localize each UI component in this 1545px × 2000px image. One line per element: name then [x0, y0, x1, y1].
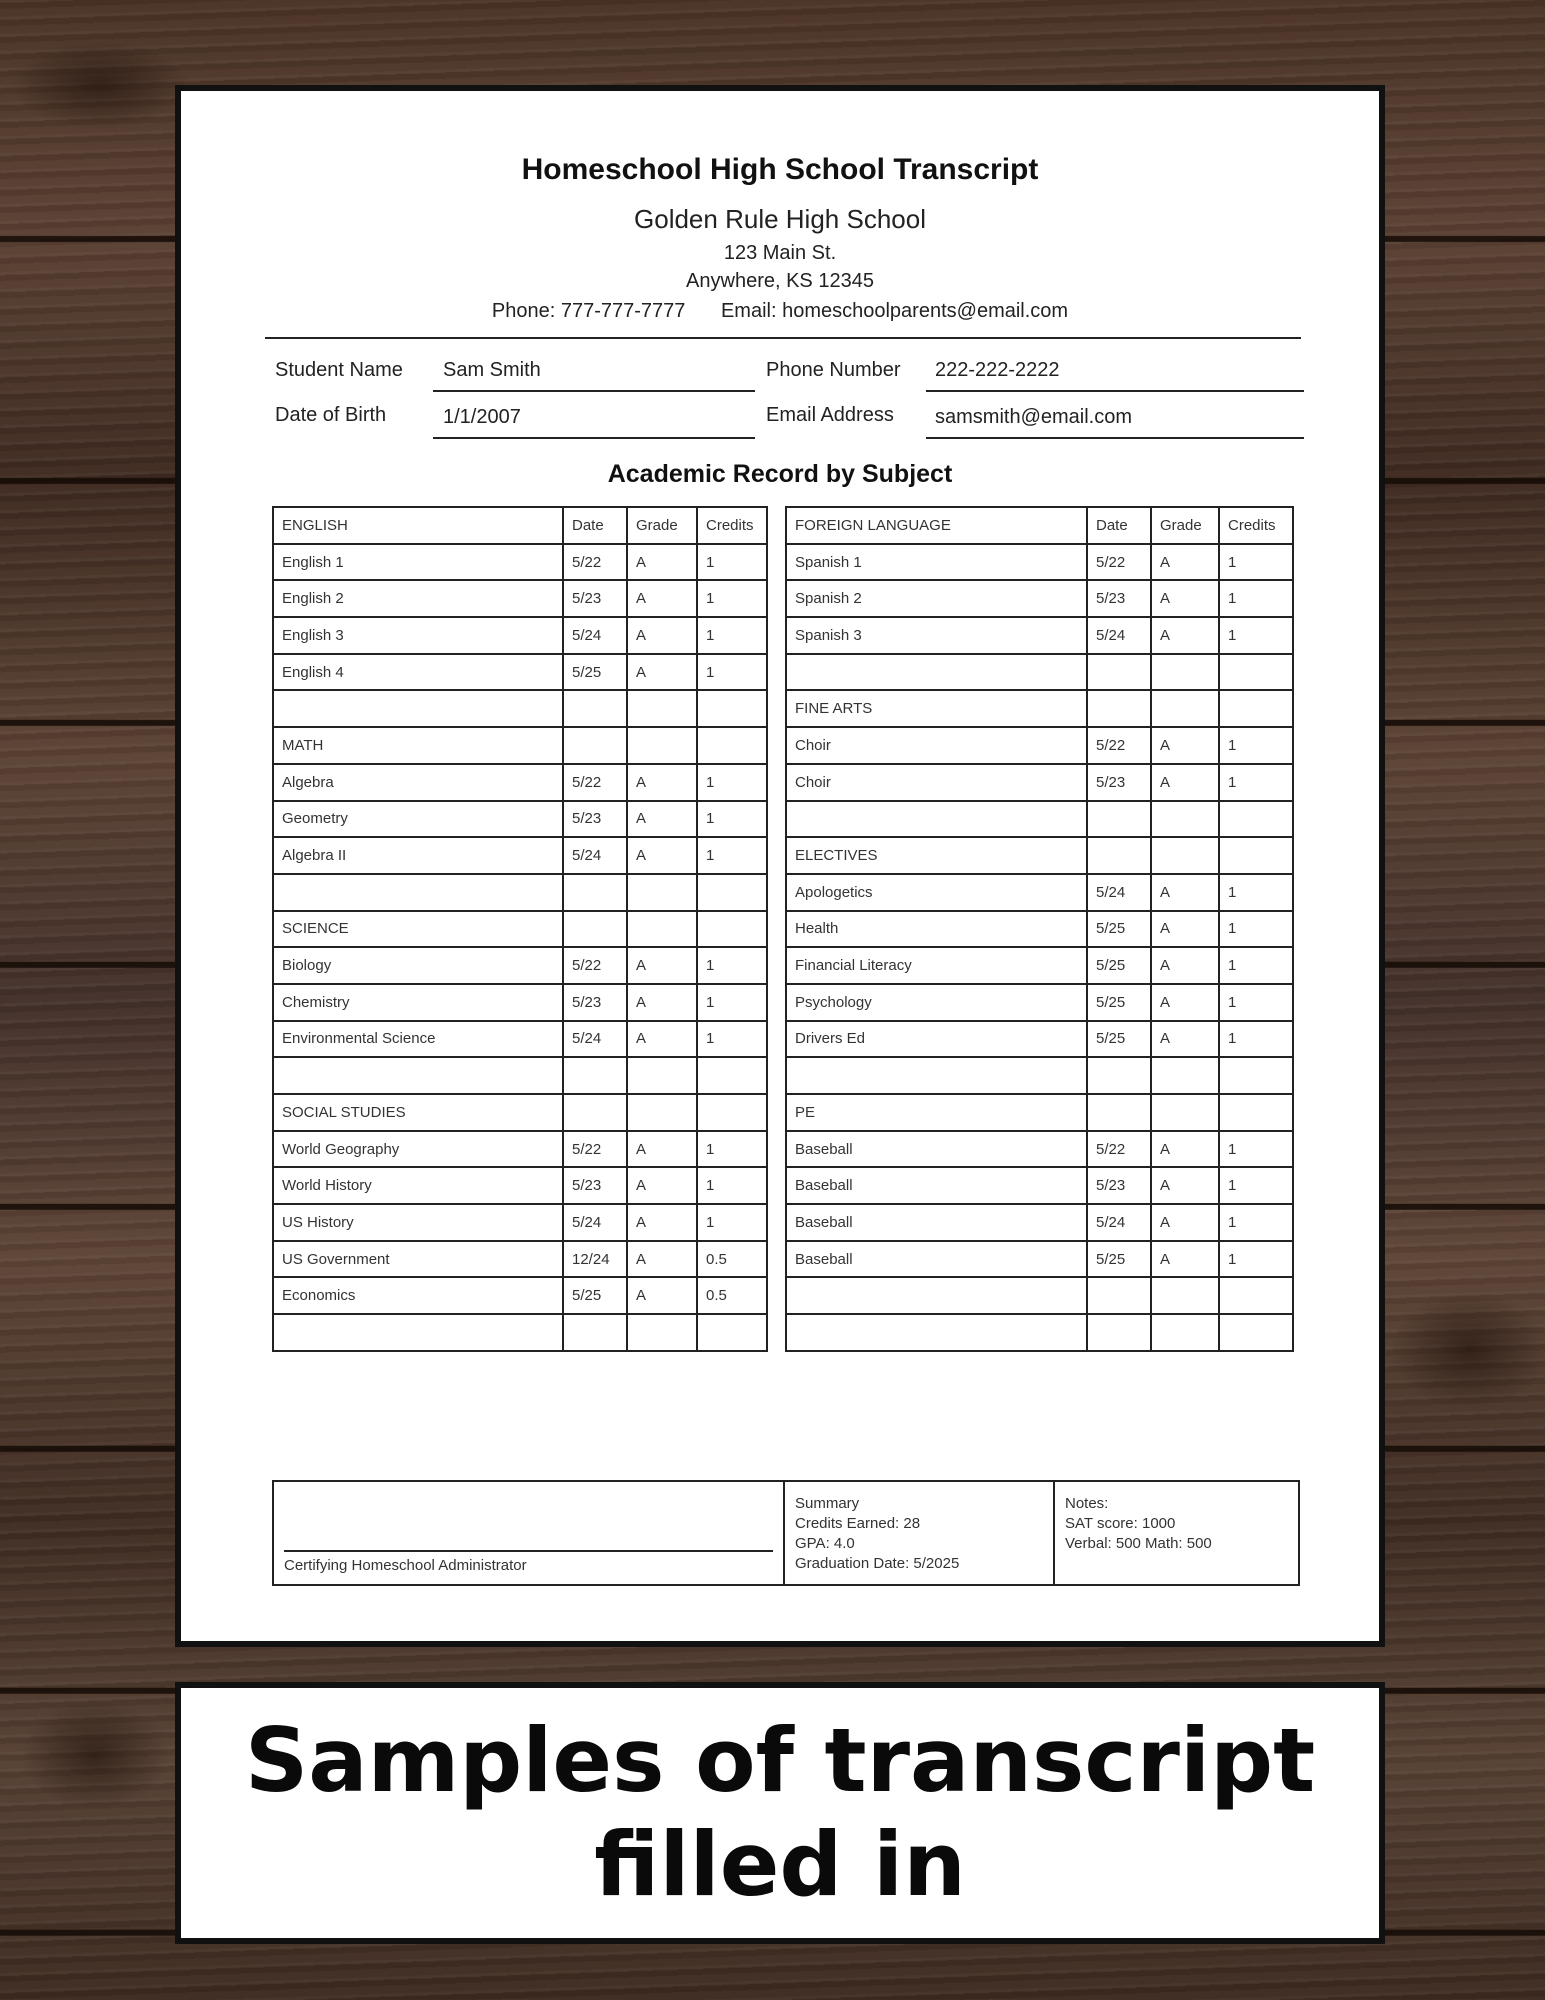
cell-date	[563, 690, 627, 727]
wood-knot	[20, 1700, 170, 1810]
cell-credits	[1219, 690, 1293, 727]
cell-date: 5/23	[1087, 1167, 1151, 1204]
table-row	[273, 837, 767, 874]
table-row	[273, 690, 767, 727]
cell-course: ELECTIVES	[786, 837, 1087, 874]
cell-course: Spanish 2	[786, 580, 1087, 617]
student-name-label: Student Name	[275, 359, 403, 381]
cell-course: Biology	[273, 947, 563, 984]
right-subject-table	[785, 506, 1294, 1352]
student-name-underline	[433, 390, 755, 392]
cell-credits: 0.5	[697, 1241, 767, 1278]
cell-grade: A	[627, 801, 697, 838]
cell-course: English 1	[273, 544, 563, 581]
cell-grade: A	[1151, 1167, 1219, 1204]
cell-credits	[697, 690, 767, 727]
header-date: Date	[1087, 507, 1151, 544]
table-row	[786, 984, 1293, 1021]
table-row	[786, 1094, 1293, 1131]
summary-table	[272, 1480, 1300, 1586]
table-row	[273, 1131, 767, 1168]
cell-credits: 1	[1219, 727, 1293, 764]
header-grade: Grade	[627, 507, 697, 544]
email-address-value: samsmith@email.com	[935, 406, 1133, 428]
cell-grade: A	[627, 764, 697, 801]
cell-course: SCIENCE	[273, 911, 563, 948]
cell-course: Algebra	[273, 764, 563, 801]
cell-grade	[627, 1057, 697, 1094]
cell-grade	[1151, 801, 1219, 838]
gpa: GPA: 4.0	[795, 1535, 855, 1552]
cell-date: 5/25	[1087, 1021, 1151, 1058]
table-row	[273, 911, 767, 948]
cell-date	[1087, 837, 1151, 874]
table-row	[786, 1277, 1293, 1314]
cell-credits: 1	[697, 544, 767, 581]
table-row	[273, 1167, 767, 1204]
cell-date: 5/23	[1087, 764, 1151, 801]
email-address-underline	[926, 437, 1304, 439]
cell-course	[273, 1314, 563, 1351]
table-row	[786, 1314, 1293, 1351]
signature-line	[284, 1550, 773, 1552]
cell-course: Environmental Science	[273, 1021, 563, 1058]
cell-credits: 1	[1219, 911, 1293, 948]
table-row	[786, 654, 1293, 691]
cell-credits	[697, 1094, 767, 1131]
cell-date: 5/22	[1087, 1131, 1151, 1168]
school-name: Golden Rule High School	[634, 204, 926, 234]
header-date: Date	[563, 507, 627, 544]
signature-cell	[273, 1481, 784, 1585]
cell-date: 5/25	[1087, 984, 1151, 1021]
table-row	[786, 1167, 1293, 1204]
phone-number-underline	[926, 390, 1304, 392]
cell-date	[563, 911, 627, 948]
table-row	[273, 764, 767, 801]
email-address-label: Email Address	[766, 404, 894, 426]
signature-label: Certifying Homeschool Administrator	[284, 1557, 527, 1574]
cell-course: Baseball	[786, 1131, 1087, 1168]
cell-credits: 1	[1219, 1131, 1293, 1168]
cell-course: Algebra II	[273, 837, 563, 874]
cell-grade: A	[627, 1167, 697, 1204]
credits-earned: Credits Earned: 28	[795, 1515, 921, 1532]
cell-grade: A	[1151, 911, 1219, 948]
cell-date: 5/24	[1087, 874, 1151, 911]
cell-credits	[1219, 1314, 1293, 1351]
academic-record-title: Academic Record by Subject	[607, 460, 953, 488]
school-phone: Phone: 777-777-7777	[491, 300, 686, 322]
cell-course: Choir	[786, 727, 1087, 764]
table-row	[786, 874, 1293, 911]
cell-credits: 1	[697, 1204, 767, 1241]
cell-grade: A	[627, 1277, 697, 1314]
cell-course: Baseball	[786, 1204, 1087, 1241]
cell-credits: 1	[1219, 544, 1293, 581]
cell-credits: 1	[697, 984, 767, 1021]
transcript-title: Homeschool High School Transcript	[521, 153, 1039, 186]
cell-course: Financial Literacy	[786, 947, 1087, 984]
cell-date	[563, 1094, 627, 1131]
cell-credits	[697, 1314, 767, 1351]
cell-credits: 1	[1219, 1021, 1293, 1058]
cell-course: Spanish 3	[786, 617, 1087, 654]
cell-grade	[1151, 1277, 1219, 1314]
cell-date: 5/24	[1087, 1204, 1151, 1241]
wood-knot	[10, 40, 190, 130]
cell-credits: 1	[1219, 874, 1293, 911]
cell-credits: 1	[697, 947, 767, 984]
table-row	[786, 764, 1293, 801]
cell-date: 5/23	[563, 1167, 627, 1204]
table-row	[786, 544, 1293, 581]
cell-credits: 1	[697, 837, 767, 874]
cell-credits: 1	[697, 580, 767, 617]
cell-date: 5/22	[563, 947, 627, 984]
cell-course: PE	[786, 1094, 1087, 1131]
wood-knot	[1390, 1290, 1545, 1410]
cell-date: 5/22	[563, 764, 627, 801]
cell-grade	[627, 727, 697, 764]
table-row	[273, 654, 767, 691]
sat-breakdown: Verbal: 500 Math: 500	[1065, 1535, 1212, 1552]
cell-grade: A	[1151, 1204, 1219, 1241]
table-row	[273, 580, 767, 617]
student-name-value: Sam Smith	[443, 359, 541, 381]
cell-credits	[1219, 1277, 1293, 1314]
cell-credits: 1	[697, 617, 767, 654]
cell-date: 12/24	[563, 1241, 627, 1278]
table-row	[786, 1241, 1293, 1278]
cell-credits: 1	[697, 1167, 767, 1204]
cell-grade: A	[1151, 544, 1219, 581]
dob-value: 1/1/2007	[443, 406, 521, 428]
cell-course: Drivers Ed	[786, 1021, 1087, 1058]
caption-line-2: filled in	[594, 1813, 966, 1916]
cell-grade: A	[627, 1131, 697, 1168]
table-row	[786, 1131, 1293, 1168]
cell-credits: 1	[697, 654, 767, 691]
cell-course: English 2	[273, 580, 563, 617]
cell-course	[273, 690, 563, 727]
cell-course: World History	[273, 1167, 563, 1204]
table-row	[786, 1021, 1293, 1058]
header-divider	[265, 337, 1301, 339]
cell-grade: A	[1151, 580, 1219, 617]
cell-grade	[1151, 690, 1219, 727]
cell-grade	[1151, 837, 1219, 874]
phone-number-value: 222-222-2222	[935, 359, 1060, 381]
cell-date: 5/22	[1087, 544, 1151, 581]
cell-course	[786, 1277, 1087, 1314]
cell-date: 5/25	[1087, 947, 1151, 984]
cell-grade: A	[1151, 984, 1219, 1021]
cell-date	[563, 1314, 627, 1351]
cell-course: Psychology	[786, 984, 1087, 1021]
table-row	[273, 1241, 767, 1278]
cell-date: 5/24	[563, 1204, 627, 1241]
cell-grade: A	[627, 580, 697, 617]
cell-credits: 1	[1219, 947, 1293, 984]
cell-course: Baseball	[786, 1167, 1087, 1204]
graduation-date: Graduation Date: 5/2025	[795, 1555, 960, 1572]
cell-date: 5/25	[1087, 1241, 1151, 1278]
cell-grade: A	[1151, 1021, 1219, 1058]
cell-grade: A	[627, 1241, 697, 1278]
cell-grade: A	[627, 947, 697, 984]
table-row	[786, 580, 1293, 617]
cell-course: SOCIAL STUDIES	[273, 1094, 563, 1131]
cell-grade: A	[1151, 874, 1219, 911]
cell-date: 5/24	[563, 1021, 627, 1058]
cell-grade: A	[627, 984, 697, 1021]
cell-credits: 1	[1219, 984, 1293, 1021]
caption-box	[175, 1682, 1385, 1944]
cell-date: 5/23	[563, 801, 627, 838]
transcript-sheet	[175, 85, 1385, 1647]
cell-grade: A	[1151, 1241, 1219, 1278]
header-course: FOREIGN LANGUAGE	[786, 507, 1087, 544]
cell-grade: A	[627, 1021, 697, 1058]
cell-grade: A	[627, 1204, 697, 1241]
table-row	[273, 1277, 767, 1314]
cell-grade: A	[627, 617, 697, 654]
cell-grade	[627, 874, 697, 911]
summary-heading: Summary	[795, 1495, 860, 1512]
dob-label: Date of Birth	[275, 404, 387, 426]
cell-credits: 1	[1219, 1241, 1293, 1278]
cell-credits	[1219, 1057, 1293, 1094]
cell-date	[1087, 801, 1151, 838]
cell-course	[786, 801, 1087, 838]
cell-grade	[627, 690, 697, 727]
phone-number-label: Phone Number	[766, 359, 901, 381]
cell-grade	[627, 911, 697, 948]
header-grade: Grade	[1151, 507, 1219, 544]
school-address-line1: 123 Main St.	[723, 242, 837, 264]
cell-course: English 3	[273, 617, 563, 654]
cell-credits: 1	[697, 764, 767, 801]
table-row	[273, 617, 767, 654]
table-row	[786, 727, 1293, 764]
cell-course: Apologetics	[786, 874, 1087, 911]
cell-date: 5/23	[563, 984, 627, 1021]
table-row	[786, 1057, 1293, 1094]
table-row	[273, 544, 767, 581]
cell-date: 5/24	[563, 837, 627, 874]
table-row	[786, 1204, 1293, 1241]
cell-credits: 1	[697, 1021, 767, 1058]
cell-date	[1087, 1277, 1151, 1314]
cell-grade	[1151, 654, 1219, 691]
cell-credits: 1	[1219, 1204, 1293, 1241]
sat-score: SAT score: 1000	[1065, 1515, 1176, 1532]
cell-date	[1087, 1314, 1151, 1351]
cell-date	[563, 874, 627, 911]
cell-date: 5/22	[563, 1131, 627, 1168]
table-row	[786, 911, 1293, 948]
cell-credits	[1219, 654, 1293, 691]
dob-underline	[433, 437, 755, 439]
cell-grade	[627, 1094, 697, 1131]
cell-course: Choir	[786, 764, 1087, 801]
school-address-line2: Anywhere, KS 12345	[686, 270, 874, 292]
cell-course	[273, 874, 563, 911]
cell-credits: 1	[1219, 617, 1293, 654]
cell-course: Baseball	[786, 1241, 1087, 1278]
cell-grade	[627, 1314, 697, 1351]
cell-course: MATH	[273, 727, 563, 764]
cell-course: US History	[273, 1204, 563, 1241]
cell-date: 5/23	[563, 580, 627, 617]
cell-date	[563, 1057, 627, 1094]
cell-date	[1087, 654, 1151, 691]
cell-credits: 0.5	[697, 1277, 767, 1314]
summary-cell	[784, 1481, 1054, 1585]
cell-course	[786, 654, 1087, 691]
cell-credits: 1	[1219, 764, 1293, 801]
cell-grade	[1151, 1057, 1219, 1094]
cell-credits: 1	[697, 801, 767, 838]
notes-cell	[1054, 1481, 1299, 1585]
cell-course: World Geography	[273, 1131, 563, 1168]
table-row	[786, 690, 1293, 727]
cell-course: Geometry	[273, 801, 563, 838]
cell-grade	[1151, 1314, 1219, 1351]
cell-date: 5/25	[563, 1277, 627, 1314]
cell-date: 5/25	[1087, 911, 1151, 948]
cell-course: Chemistry	[273, 984, 563, 1021]
cell-date: 5/25	[563, 654, 627, 691]
cell-credits: 1	[1219, 1167, 1293, 1204]
table-row	[273, 801, 767, 838]
cell-grade	[1151, 1094, 1219, 1131]
left-subject-table	[272, 506, 768, 1352]
table-row	[786, 947, 1293, 984]
cell-course	[786, 1057, 1087, 1094]
cell-grade: A	[1151, 617, 1219, 654]
cell-credits	[1219, 1094, 1293, 1131]
cell-course: US Government	[273, 1241, 563, 1278]
cell-grade: A	[1151, 727, 1219, 764]
table-header-row	[273, 507, 767, 544]
school-contact	[181, 300, 1379, 323]
cell-date: 5/24	[563, 617, 627, 654]
cell-course	[786, 1314, 1087, 1351]
cell-credits	[697, 911, 767, 948]
header-credits: Credits	[697, 507, 767, 544]
cell-credits	[1219, 837, 1293, 874]
cell-grade: A	[627, 544, 697, 581]
table-row	[273, 1021, 767, 1058]
table-row	[786, 801, 1293, 838]
cell-grade: A	[1151, 1131, 1219, 1168]
header-course: ENGLISH	[273, 507, 563, 544]
table-row	[273, 984, 767, 1021]
table-row	[273, 1204, 767, 1241]
table-row	[273, 1094, 767, 1131]
header-credits: Credits	[1219, 507, 1293, 544]
cell-date: 5/22	[563, 544, 627, 581]
table-row	[786, 837, 1293, 874]
cell-course: Health	[786, 911, 1087, 948]
cell-date: 5/23	[1087, 580, 1151, 617]
table-row	[273, 874, 767, 911]
table-row	[786, 617, 1293, 654]
cell-date: 5/22	[1087, 727, 1151, 764]
table-row	[273, 727, 767, 764]
cell-date	[1087, 1094, 1151, 1131]
cell-course: Spanish 1	[786, 544, 1087, 581]
cell-grade: A	[627, 837, 697, 874]
cell-credits: 1	[697, 1131, 767, 1168]
cell-course	[273, 1057, 563, 1094]
cell-grade: A	[1151, 947, 1219, 984]
table-row	[273, 1057, 767, 1094]
cell-date	[563, 727, 627, 764]
cell-date: 5/24	[1087, 617, 1151, 654]
cell-date	[1087, 690, 1151, 727]
cell-date	[1087, 1057, 1151, 1094]
cell-grade: A	[627, 654, 697, 691]
cell-credits: 1	[1219, 580, 1293, 617]
cell-credits	[1219, 801, 1293, 838]
cell-course: FINE ARTS	[786, 690, 1087, 727]
cell-credits	[697, 874, 767, 911]
cell-grade: A	[1151, 764, 1219, 801]
cell-credits	[697, 1057, 767, 1094]
cell-credits	[697, 727, 767, 764]
cell-course: English 4	[273, 654, 563, 691]
table-header-row	[786, 507, 1293, 544]
cell-course: Economics	[273, 1277, 563, 1314]
notes-heading: Notes:	[1065, 1495, 1109, 1512]
table-row	[273, 1314, 767, 1351]
table-row	[273, 947, 767, 984]
caption-line-1: Samples of transcript	[244, 1709, 1316, 1812]
school-email: Email: homeschoolparents@email.com	[720, 300, 1069, 322]
